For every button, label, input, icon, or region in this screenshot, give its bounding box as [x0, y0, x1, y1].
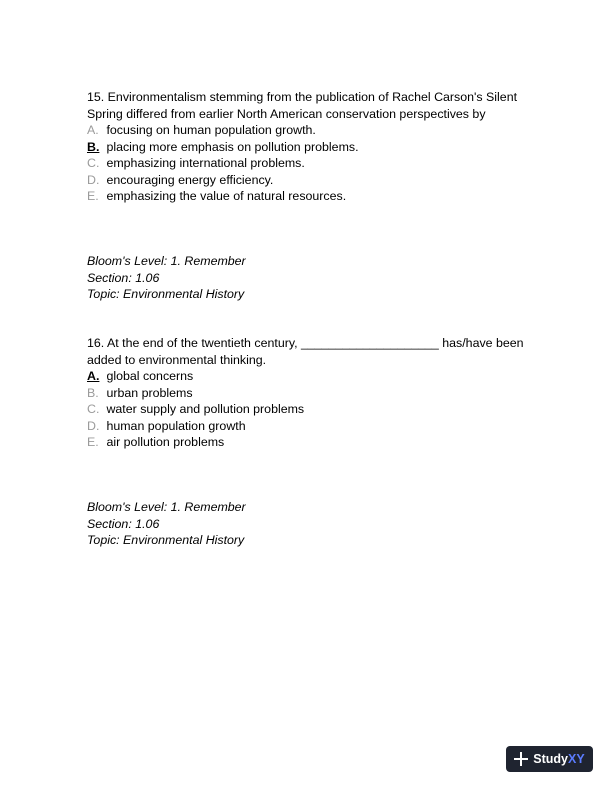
question-16 [87, 335, 547, 451]
question-15 [87, 89, 547, 205]
option-text: water supply and pollution problems [106, 402, 305, 416]
topic-label: Topic: Environmental History [87, 287, 245, 301]
option-text: human population growth [106, 418, 246, 433]
brand-name-part1: Study [533, 752, 569, 766]
option-text: global concerns [106, 369, 194, 383]
option-letter: C. [87, 402, 100, 416]
option-letter: E. [87, 189, 99, 203]
option-text: urban problems [106, 385, 193, 400]
blooms-level: Bloom's Level: 1. Remember [87, 500, 246, 514]
question-stem: 15. Environmentalism stemming from the publication of Rachel Carson's Silent Spring differed from earlier North American conservation perspectives by [87, 90, 518, 121]
option-text: emphasizing international problems. [106, 156, 305, 170]
option-text: emphasizing the value of natural resources. [106, 189, 347, 203]
option-b [87, 139, 547, 156]
topic-label: Topic: Environmental History [87, 533, 245, 547]
option-e [87, 188, 547, 205]
option-letter: B. [87, 385, 99, 400]
option-b [87, 385, 547, 402]
blooms-level: Bloom's Level: 1. Remember [87, 254, 246, 268]
option-letter-correct: B. [87, 139, 100, 154]
option-a [87, 368, 547, 385]
section-label: Section: 1.06 [87, 516, 160, 531]
option-c [87, 401, 547, 418]
studyxy-logo [506, 746, 593, 772]
option-letter: E. [87, 435, 99, 449]
option-e [87, 434, 547, 451]
option-text: encouraging energy efficiency. [106, 172, 274, 187]
option-letter-correct: A. [87, 369, 100, 383]
question-stem: 16. At the end of the twentieth century, ____________________ has/have been added to environmental thinking. [87, 336, 524, 367]
question-16-meta [87, 499, 246, 549]
option-letter: D. [87, 172, 100, 187]
option-letter: A. [87, 123, 99, 137]
question-15-meta [87, 253, 246, 303]
option-letter: D. [87, 418, 100, 433]
option-letter: C. [87, 156, 100, 170]
plus-icon [514, 752, 528, 766]
option-c [87, 155, 547, 172]
option-d [87, 172, 547, 189]
option-text: placing more emphasis on pollution problems. [106, 139, 359, 154]
brand-name-part2: XY [568, 752, 585, 766]
option-text: air pollution problems [106, 435, 225, 449]
option-d [87, 418, 547, 435]
brand-name [533, 752, 584, 766]
section-label: Section: 1.06 [87, 270, 160, 285]
option-a [87, 122, 547, 139]
option-text: focusing on human population growth. [106, 123, 316, 137]
